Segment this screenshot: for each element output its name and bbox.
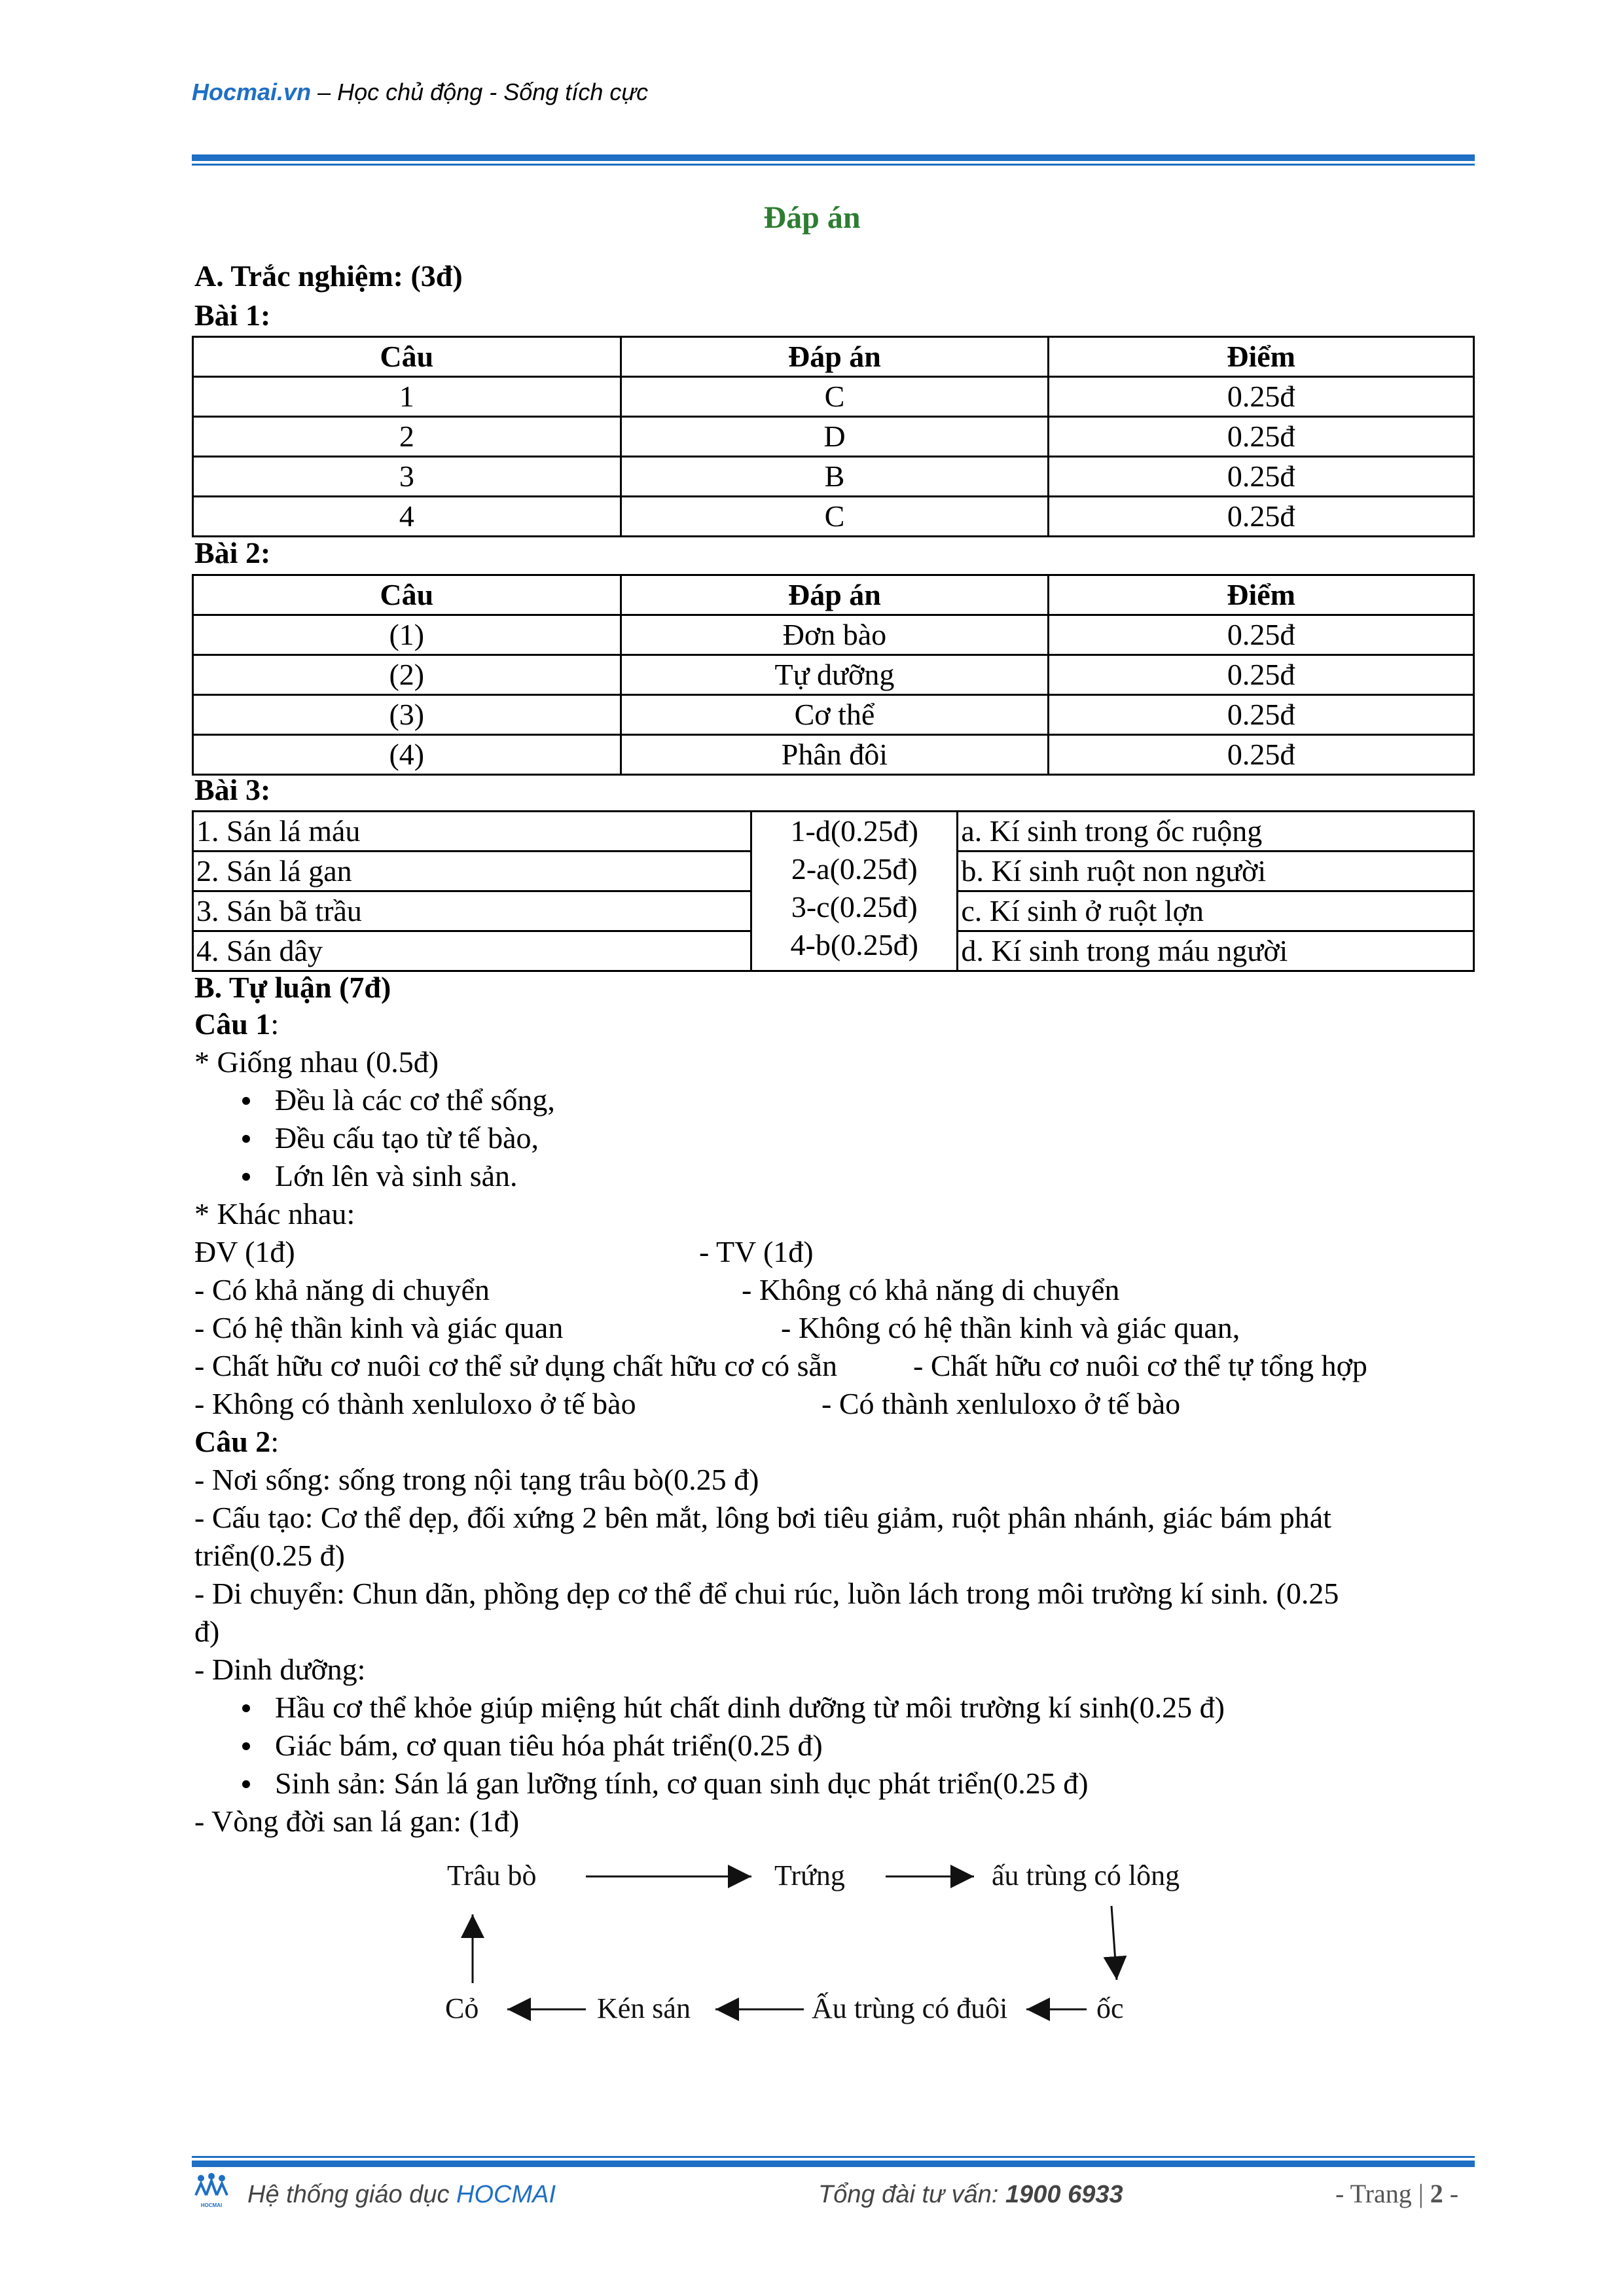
- logo-text: HOCMAI: [200, 2202, 223, 2208]
- dv-heading: ĐV (1đ): [194, 1235, 295, 1268]
- cell: Phân đôi: [621, 735, 1049, 775]
- bai2-label: Bài 2:: [194, 536, 271, 569]
- node-au-trung-duoi: Ấu trùng có đuôi: [812, 1992, 1008, 2024]
- match-answer: 2-a(0.25đ): [791, 852, 918, 886]
- cell: C: [621, 497, 1049, 537]
- page-number: [1335, 2178, 1458, 2209]
- list-item-text: Đều cấu tạo từ tế bào,: [275, 1121, 539, 1155]
- footer-system-brand: HOCMAI: [456, 2181, 556, 2208]
- page-title: Đáp án: [763, 200, 861, 235]
- di-chuyen-line1: - Di chuyển: Chun dãn, phồng dẹp cơ thể để chui rúc, luồn lách trong môi trường kí sinh. (0.25: [194, 1577, 1339, 1610]
- cell: 2: [193, 417, 621, 457]
- dv-item: - Không có thành xenluloxo ở tế bào: [194, 1387, 636, 1420]
- tv-heading: - TV (1đ): [699, 1235, 814, 1268]
- list-item-text: Lớn lên và sinh sản.: [275, 1159, 518, 1193]
- cell: c. Kí sinh ở ruột lợn: [958, 891, 1474, 931]
- dinh-duong: - Dinh dưỡng:: [194, 1653, 366, 1686]
- di-chuyen-line2: đ): [194, 1615, 220, 1648]
- tv-item: - Chất hữu cơ nuôi cơ thể tự tổng hợp: [913, 1349, 1367, 1382]
- page-num: 2: [1430, 2179, 1443, 2208]
- giong-heading: * Giống nhau (0.5đ): [194, 1045, 439, 1079]
- cau-tao-line1: - Cấu tạo: Cơ thể dẹp, đối xứng 2 bên mắt, lông bơi tiêu giảm, ruột phân nhánh, giác bám phát: [194, 1501, 1331, 1534]
- col-header: Điểm: [1049, 575, 1474, 615]
- section-a-heading: A. Trắc nghiệm: (3đ): [194, 259, 463, 293]
- dv-item: - Có hệ thần kinh và giác quan: [194, 1311, 564, 1344]
- list-item-text: Giác bám, cơ quan tiêu hóa phát triển(0.25 đ): [275, 1729, 823, 1762]
- section-b-heading: B. Tự luận (7đ): [194, 971, 391, 1004]
- cell: 3: [193, 457, 621, 497]
- cell: (2): [193, 655, 621, 695]
- node-trau-bo: Trâu bò: [447, 1859, 537, 1892]
- cell: Đơn bào: [621, 615, 1049, 655]
- col-header: Điểm: [1049, 337, 1474, 377]
- node-trung: Trứng: [774, 1859, 845, 1892]
- hotline-label: Tổng đài tư vấn:: [818, 2181, 1006, 2208]
- cell: D: [621, 417, 1049, 457]
- tv-item: - Có thành xenluloxo ở tế bào: [821, 1387, 1181, 1420]
- col-header: Câu: [193, 575, 621, 615]
- khac-heading: * Khác nhau:: [194, 1197, 355, 1230]
- cell: (4): [193, 735, 621, 775]
- cell: 3. Sán bã trầu: [193, 891, 751, 931]
- footer-hotline: [818, 2181, 1123, 2209]
- cell: 4: [193, 497, 621, 537]
- slogan: – Học chủ động - Sống tích cực: [311, 79, 649, 105]
- col-header: Câu: [193, 337, 621, 377]
- cell: 1: [193, 377, 621, 417]
- cell: C: [621, 377, 1049, 417]
- node-co: Cỏ: [445, 1992, 479, 2024]
- cell: B: [621, 457, 1049, 497]
- page-prefix: - Trang |: [1335, 2179, 1430, 2208]
- page-suffix: -: [1443, 2179, 1459, 2208]
- cell: 1. Sán lá máu: [193, 812, 751, 852]
- cell: b. Kí sinh ruột non người: [958, 852, 1474, 891]
- cell: Tự dưỡng: [621, 655, 1049, 695]
- cau1-colon: :: [270, 1007, 280, 1041]
- col-header: Đáp án: [621, 337, 1049, 377]
- cell: 2. Sán lá gan: [193, 852, 751, 891]
- cau-tao-line2: triển(0.25 đ): [194, 1539, 345, 1572]
- node-oc: ốc: [1096, 1992, 1124, 2024]
- cell: a. Kí sinh trong ốc ruộng: [958, 812, 1474, 852]
- hocmai-logo: [192, 2172, 231, 2208]
- footer-rule-thin: [192, 2156, 1475, 2158]
- col-header: Đáp án: [621, 575, 1049, 615]
- cau2-label: Câu 2: [194, 1425, 271, 1458]
- tv-item: - Không có hệ thần kinh và giác quan,: [781, 1311, 1240, 1344]
- dv-item: - Chất hữu cơ nuôi cơ thể sử dụng chất hữu cơ có sẵn: [194, 1349, 837, 1382]
- hotline-number: 1900 6933: [1005, 2181, 1123, 2208]
- tv-item: - Không có khả năng di chuyển: [742, 1273, 1120, 1306]
- cell: 4. Sán dây: [193, 931, 751, 971]
- cell: 0.25đ: [1049, 695, 1474, 735]
- bai1-label: Bài 1:: [194, 298, 271, 332]
- cell: 0.25đ: [1049, 615, 1474, 655]
- noi-song: - Nơi sống: sống trong nội tạng trâu bò(0.25 đ): [194, 1463, 759, 1496]
- cau1-label: Câu 1: [194, 1007, 271, 1041]
- footer-system-text: Hệ thống giáo dục: [247, 2181, 457, 2208]
- cell: 0.25đ: [1049, 497, 1474, 537]
- dv-item: - Có khả năng di chuyển: [194, 1273, 490, 1306]
- footer-system: [247, 2181, 556, 2209]
- vong-doi-heading: - Vòng đời san lá gan: (1đ): [194, 1804, 520, 1838]
- bai3-label: Bài 3:: [194, 773, 271, 806]
- list-item-text: Đều là các cơ thể sống,: [275, 1083, 555, 1117]
- cell: 0.25đ: [1049, 457, 1474, 497]
- node-au-trung-long: ấu trùng có lông: [992, 1859, 1180, 1892]
- cau2-colon: :: [270, 1425, 280, 1458]
- list-item-text: Sinh sản: Sán lá gan lưỡng tính, cơ quan sinh dục phát triển(0.25 đ): [275, 1767, 1089, 1800]
- cell: 0.25đ: [1049, 655, 1474, 695]
- match-answer: 4-b(0.25đ): [790, 928, 919, 961]
- cell: 0.25đ: [1049, 735, 1474, 775]
- brand-name: Hocmai.vn: [192, 79, 312, 105]
- node-ken-san: Kén sán: [597, 1992, 691, 2024]
- match-answer: 3-c(0.25đ): [791, 890, 918, 924]
- cell: d. Kí sinh trong máu người: [958, 931, 1474, 971]
- cell: 0.25đ: [1049, 417, 1474, 457]
- arrow-long-oc: [1111, 1906, 1117, 1980]
- footer-rule: [192, 2161, 1475, 2167]
- cell: 0.25đ: [1049, 377, 1474, 417]
- cell: (1): [193, 615, 621, 655]
- list-item-text: Hầu cơ thể khỏe giúp miệng hút chất dinh dưỡng từ môi trường kí sinh(0.25 đ): [275, 1691, 1225, 1724]
- match-answer: 1-d(0.25đ): [790, 814, 919, 848]
- cell: Cơ thể: [621, 695, 1049, 735]
- cell: (3): [193, 695, 621, 735]
